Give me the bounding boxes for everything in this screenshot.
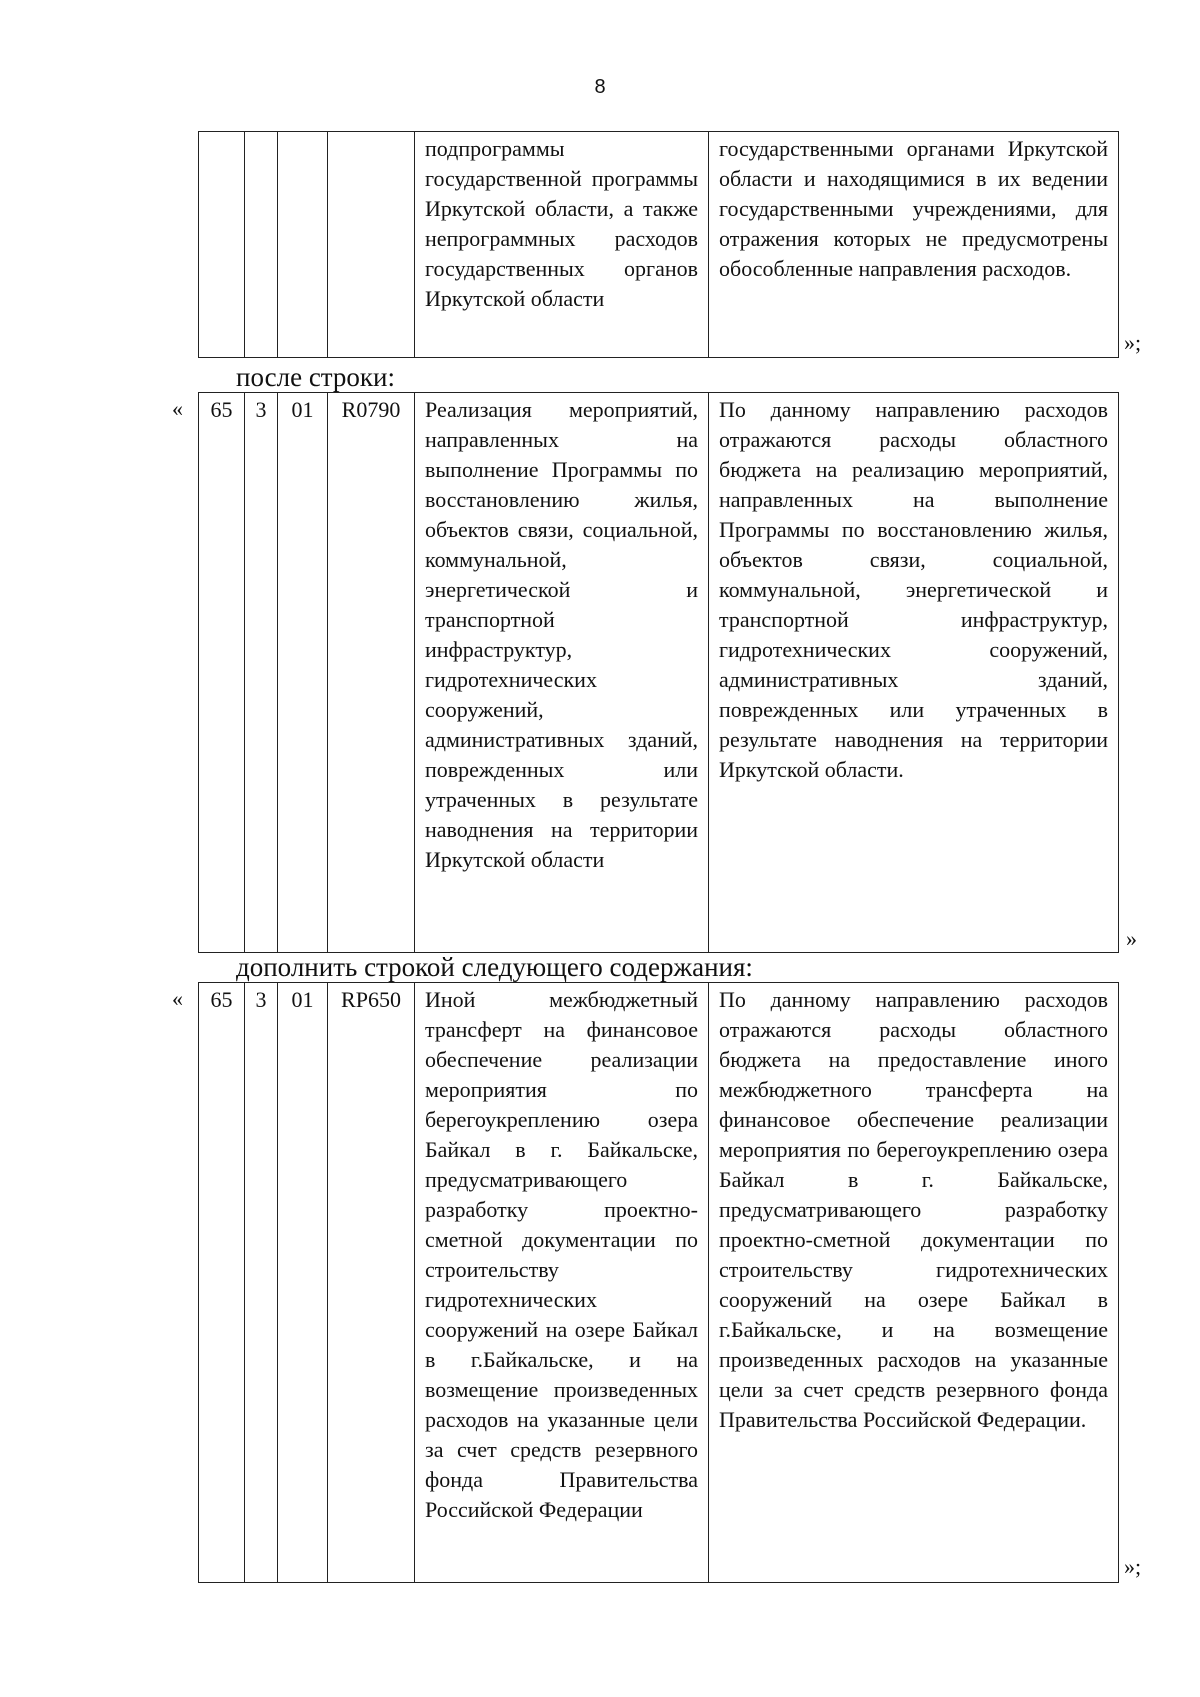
opening-quote: «	[172, 986, 183, 1011]
page-number: 8	[594, 76, 606, 98]
table-row	[199, 983, 1119, 1583]
description-cell	[415, 983, 709, 1583]
code-cell: 01	[278, 983, 328, 1583]
caption-after-row: после строки:	[236, 362, 395, 392]
explanation-cell	[709, 132, 1119, 358]
code-cell	[328, 132, 415, 358]
explanation-text: государственными органами Иркутской области и находящимися в их ведении государственными учреждениями, для отражения которых не предусмотрены обособленные направления расходов.	[719, 136, 1108, 281]
code-cell: 65	[199, 983, 245, 1583]
code-cell: 01	[278, 393, 328, 953]
closing-quote: »;	[1124, 1554, 1142, 1579]
table-added-row	[198, 982, 1119, 1583]
table-row	[199, 132, 1119, 358]
explanation-text: По данному направлению расходов отражаются расходы областного бюджета на реализацию мероприятий, направленных на выполнение Программы по восстановлению жилья, объектов связи, социальной, коммунальной, энергетической и транспортной инфраструктур, гидротехнических сооружений, административных зданий, поврежденных или утраченных в результате наводнения на территории Иркутской области.	[719, 397, 1108, 782]
description-cell	[415, 132, 709, 358]
description-text: подпрограммы государственной программы Иркутской области, а также непрограммных расходов государственных органов Иркутской области	[425, 136, 698, 311]
opening-quote: «	[172, 396, 183, 421]
code-cell: 3	[245, 983, 278, 1583]
description-text: Иной межбюджетный трансферт на финансовое обеспечение реализации мероприятия по берегоукреплению озера Байкал в г. Байкальске, предусматривающего разработку проектно-сметной документации по строительству гидротехнических сооружений на озере Байкал в г.Байкальске, и на возмещение произведенных расходов на указанные цели за счет средств резервного фонда Правительства Российской Федерации	[425, 987, 698, 1522]
explanation-text: По данному направлению расходов отражаются расходы областного бюджета на предоставление иного межбюджетного трансферта на финансовое обеспечение реализации мероприятия по берегоукреплению озера Байкал в г. Байкальске, предусматривающего разработку проектно-сметной документации по строительству гидротехнических сооружений на озере Байкал в г.Байкальске, и на возмещение произведенных расходов на указанные цели за счет средств резервного фонда Правительства Российской Федерации.	[719, 987, 1108, 1432]
description-cell	[415, 393, 709, 953]
code-cell	[278, 132, 328, 358]
code-cell: 3	[245, 393, 278, 953]
code-cell: 65	[199, 393, 245, 953]
table-continuation	[198, 131, 1119, 358]
table-after-row	[198, 392, 1119, 953]
closing-quote: »	[1126, 926, 1137, 951]
description-text: Реализация мероприятий, направленных на выполнение Программы по восстановлению жилья, объектов связи, социальной, коммунальной, энергетической и транспортной инфраструктур, гидротехнических сооружений, административных зданий, поврежденных или утраченных в результате наводнения на территории Иркутской области	[425, 397, 698, 872]
closing-quote: »;	[1124, 330, 1142, 355]
code-cell: R0790	[328, 393, 415, 953]
table-row	[199, 393, 1119, 953]
code-cell	[245, 132, 278, 358]
explanation-cell	[709, 393, 1119, 953]
code-cell: RP650	[328, 983, 415, 1583]
code-cell	[199, 132, 245, 358]
explanation-cell	[709, 983, 1119, 1583]
caption-add-row: дополнить строкой следующего содержания:	[236, 952, 753, 982]
